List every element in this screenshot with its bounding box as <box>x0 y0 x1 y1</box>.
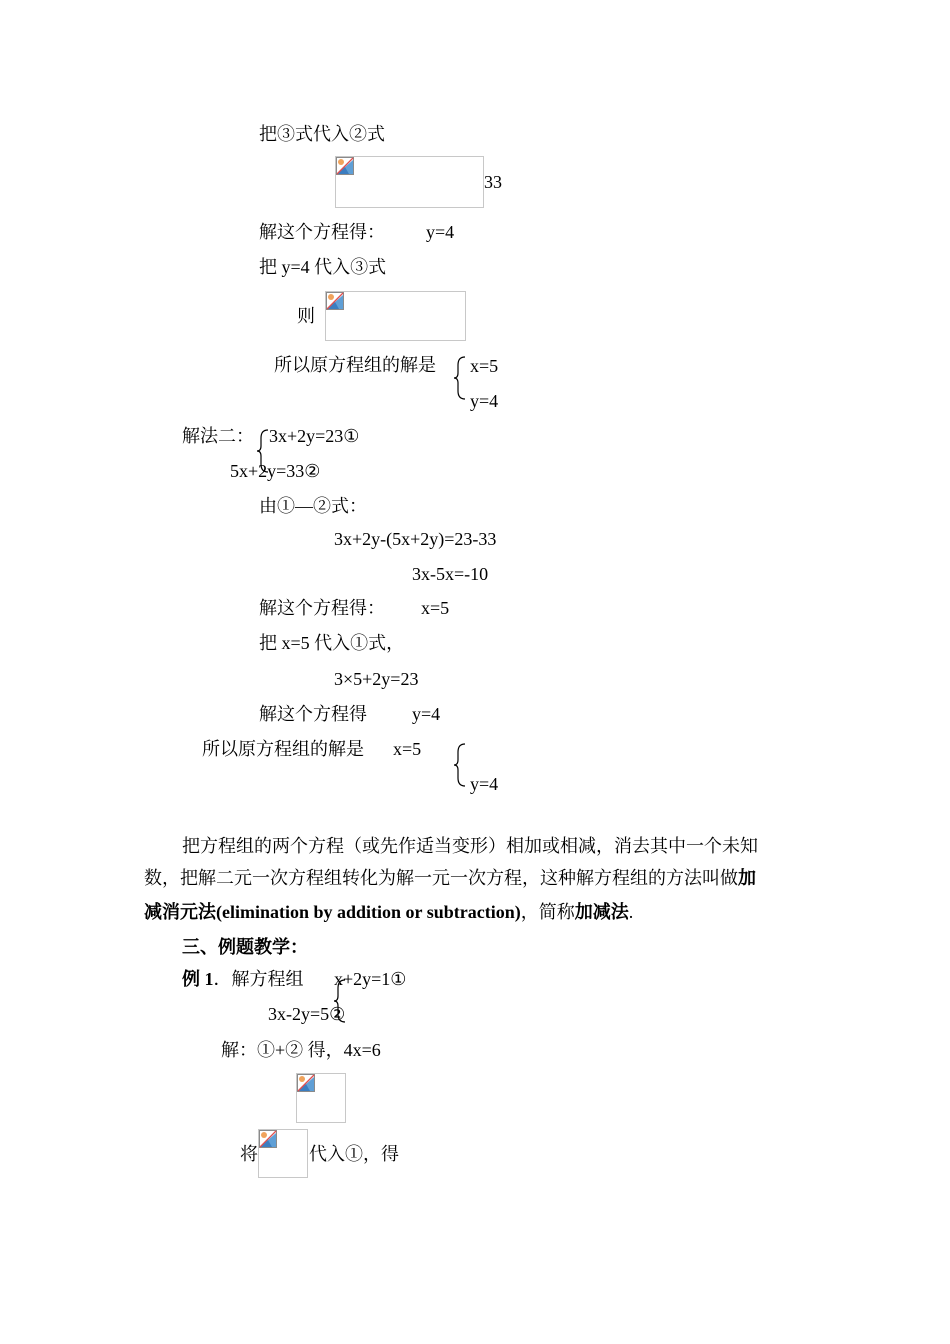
subtract-line-2: 3x-5x=-10 <box>412 564 489 584</box>
then-label: 则 <box>297 306 315 326</box>
solve-y-value: y=4 <box>412 704 441 724</box>
section-heading: 三、例题教学： <box>182 937 308 957</box>
substitute-suffix: 代入①，得 <box>309 1144 399 1164</box>
paragraph-line-2: 数，把解二元一次方程组转化为解一元一次方程，这种解方程组的方法叫做加 <box>144 868 756 888</box>
solution-label-1: 所以原方程组的解是 <box>274 355 436 375</box>
step-plug-y: 把 y=4 代入③式 <box>259 257 387 277</box>
paragraph-line-3: 减消元法(elimination by addition or subtraction)，简称加减法. <box>144 902 634 922</box>
equation-image-1 <box>335 156 484 208</box>
method-two-label: 解法二： <box>182 426 254 446</box>
example-1-heading: 例 1．解方程组 <box>182 969 304 989</box>
example-equation-1: x+2y=1① <box>334 969 407 989</box>
subtract-label: 由①—②式： <box>259 496 367 516</box>
broken-image-icon <box>297 1074 315 1092</box>
broken-image-icon <box>259 1130 277 1148</box>
equation-image-2 <box>325 291 466 341</box>
solve-x-value: x=5 <box>421 598 450 618</box>
system-equation-2: 5x+2y=33② <box>230 461 321 481</box>
solve-equation-value: y=4 <box>426 222 455 242</box>
solve-x-label: 解这个方程得： <box>259 598 385 618</box>
plug-x-equation: 3×5+2y=23 <box>334 669 419 689</box>
system-equation-1: 3x+2y=23① <box>269 426 360 446</box>
step-substitute-3-into-2: 把③式代入②式 <box>259 124 385 144</box>
brace-solution-2 <box>453 742 467 788</box>
brace-system-2 <box>256 428 270 474</box>
broken-image-icon <box>326 292 344 310</box>
substitute-prefix: 将 <box>240 1144 258 1164</box>
solve-equation-label: 解这个方程得： <box>259 222 385 242</box>
solution-y-2: y=4 <box>470 774 499 794</box>
equation-image-3 <box>296 1073 346 1123</box>
solution-y-1: y=4 <box>470 391 499 411</box>
solve-y-label: 解这个方程得 <box>259 704 367 724</box>
solution-label-2: 所以原方程组的解是 <box>202 739 364 759</box>
brace-solution-1 <box>453 355 467 401</box>
solution-x-2: x=5 <box>393 739 422 759</box>
subtract-line-1: 3x+2y-(5x+2y)=23-33 <box>334 529 497 549</box>
broken-image-icon <box>336 157 354 175</box>
example-solve-step: 解：①+② 得，4x=6 <box>221 1040 381 1060</box>
plug-x-line: 把 x=5 代入①式， <box>259 633 405 653</box>
solution-x-1: x=5 <box>470 356 499 376</box>
paragraph-line-1: 把方程组的两个方程（或先作适当变形）相加或相减，消去其中一个未知 <box>182 836 758 856</box>
example-equation-2: 3x-2y=5② <box>268 1004 346 1024</box>
equation-image-4 <box>258 1129 308 1178</box>
equation-rhs-33: 33 <box>484 172 502 192</box>
